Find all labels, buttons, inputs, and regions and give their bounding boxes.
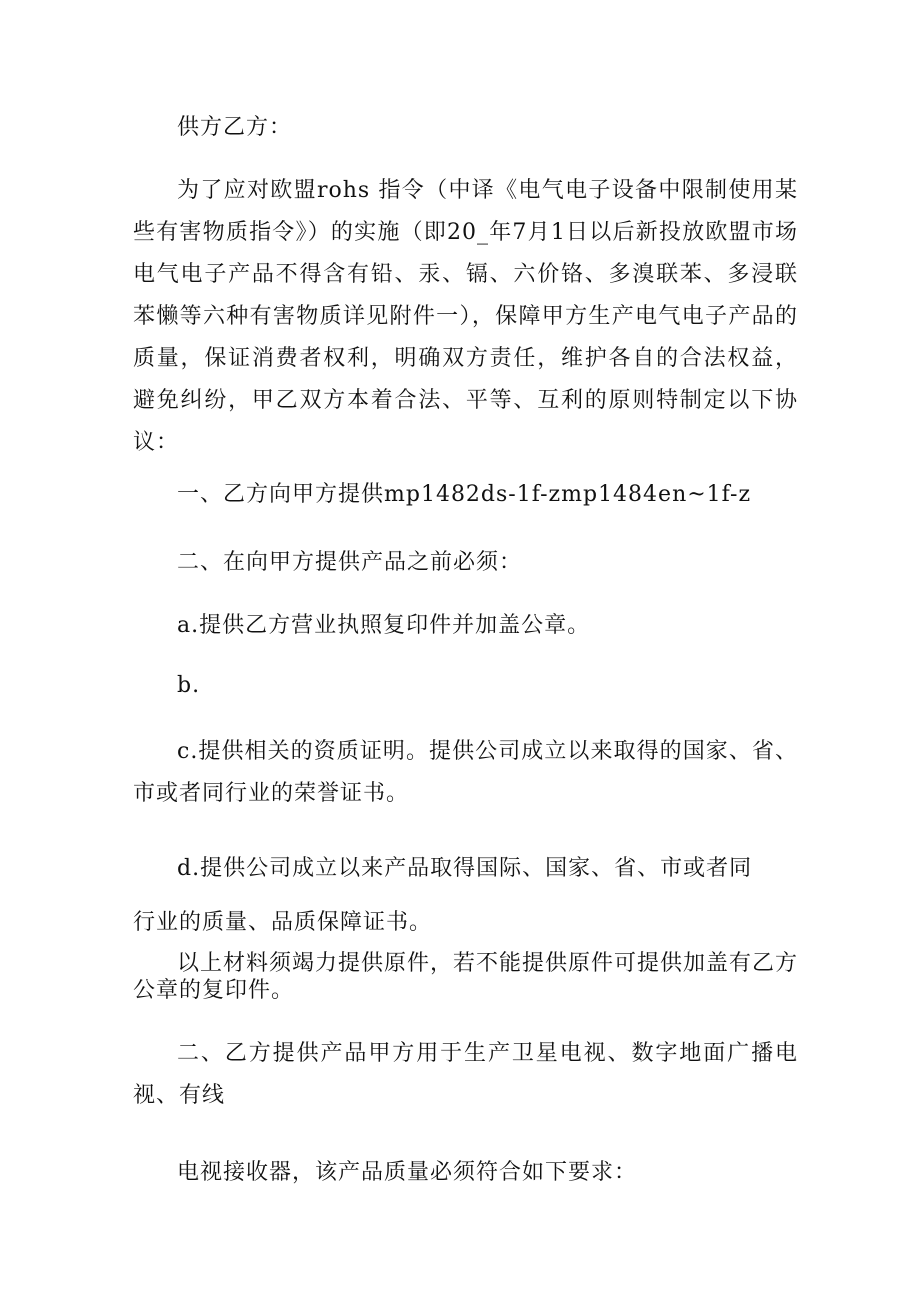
item-b: b. <box>177 673 201 698</box>
supplier-line: 供方乙方： <box>177 115 293 140</box>
clause-2b: 二、乙方提供产品甲方用于生产卫星电视、数字地面广播电视、有线 <box>133 1041 798 1108</box>
item-d-line1: d.提供公司成立以来产品取得国际、国家、省、市或者同 <box>177 856 753 881</box>
materials-note: 以上材料须竭力提供原件，若不能提供原件可提供加盖有乙方公章的复印件。 <box>133 951 799 1003</box>
clause-2b-continuation: 电视接收器，该产品质量必须符合如下要求： <box>177 1160 638 1185</box>
clause-2: 二、在向甲方提供产品之前必须： <box>177 550 523 575</box>
clause-1: 一、乙方向甲方提供mp1482ds-1f-zmp1484en~1f-z <box>177 482 752 507</box>
item-c: c.提供相关的资质证明。提供公司成立以来取得的国家、省、市或者同行业的荣誉证书。 <box>133 739 798 806</box>
intro-paragraph: 为了应对欧盟rohs 指令（中译《电气电子设备中限制使用某些有害物质指令》）的实施（即20_年7月1日以后新投放欧盟市场电气电子产品不得含有铅、汞、镉、六价铬、多溴联苯、多浸联苯懒等六种有害物质详见附件一），保障甲方生产电气电子产品的质量，保证消费者权利，明确双方责任，维护各自的合法权益，避免纠纷，甲乙双方本着合法、平等、互利的原则特制定以下协议： <box>133 178 798 455</box>
item-a: a.提供乙方营业执照复印件并加盖公章。 <box>177 613 591 638</box>
item-d-line2: 行业的质量、品质保障证书。 <box>133 910 433 935</box>
